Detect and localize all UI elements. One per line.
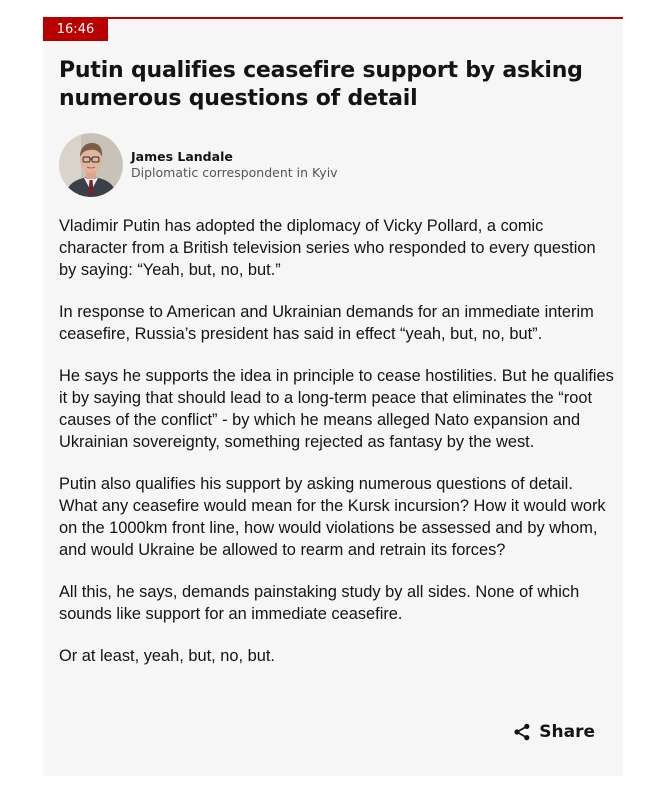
author-avatar — [59, 133, 123, 197]
byline-text — [131, 149, 338, 181]
author-role: Diplomatic correspondent in Kyiv — [131, 165, 338, 180]
body-paragraph: Or at least, yeah, but, no, but. — [59, 647, 275, 665]
post-headline: Putin qualifies ceasefire support by asking numerous questions of detail — [59, 58, 583, 111]
body-paragraph: All this, he says, demands painstaking study by all sides. None of which sounds like support for an immediate ceasefire. — [59, 583, 580, 623]
share-button[interactable] — [513, 722, 595, 742]
author-portrait-image — [59, 133, 123, 197]
body-paragraph: He says he supports the idea in principle to cease hostilities. But he qualifies it by saying that should lead to a long-term peace that eliminates the “root causes of the conflict” - by which he means alleged Nato expansion and Ukrainian sovereignty, something rejected as fantasy by the west. — [59, 367, 614, 451]
live-post-card — [43, 17, 623, 776]
body-paragraph: In response to American and Ukrainian demands for an immediate interim ceasefire, Russia’s president has said in effect “yeah, but, no, but”. — [59, 303, 594, 343]
body-paragraph: Putin also qualifies his support by asking numerous questions of detail. What any ceasefire would mean for the Kursk incursion? How it would work on the 1000km front line, how would violations be assessed and by whom, and would Ukraine be allowed to rearm and retrain its forces? — [59, 475, 606, 559]
share-label: Share — [539, 722, 595, 742]
byline — [59, 133, 338, 197]
timestamp-badge: 16:46 — [43, 19, 108, 41]
share-icon — [513, 723, 531, 741]
author-name: James Landale — [131, 149, 233, 164]
body-paragraph: Vladimir Putin has adopted the diplomacy of Vicky Pollard, a comic character from a British television series who responded to every question by saying: “Yeah, but, no, but.” — [59, 217, 596, 279]
post-body — [59, 215, 615, 687]
